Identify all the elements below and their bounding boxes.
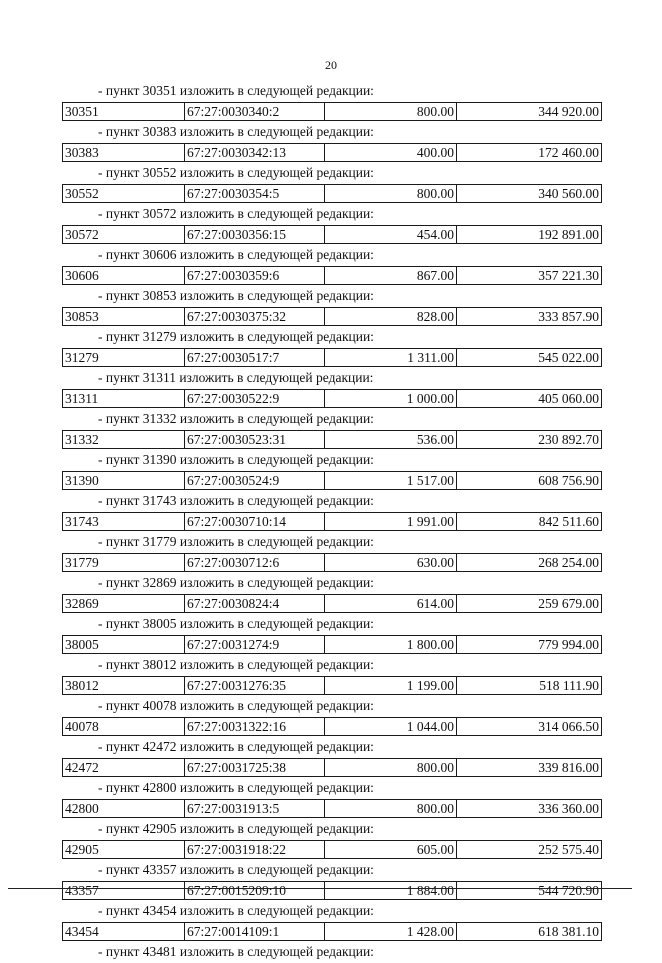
area-cell: 1 199.00	[325, 677, 457, 694]
table-row	[62, 512, 602, 531]
item-number-cell: 30606	[63, 267, 185, 284]
table-row	[62, 635, 602, 654]
cadastral-value-cell: 618 381.10	[538, 923, 599, 939]
cadastral-value-cell: 544 720.90	[538, 882, 599, 898]
amendment-instruction: - пункт 31779 изложить в следующей редакции:	[98, 534, 374, 549]
cadastral-value-cell: 545 022.00	[538, 349, 599, 365]
amendment-instruction: - пункт 31332 изложить в следующей редакции:	[98, 411, 374, 426]
area-cell: 1 428.00	[325, 923, 457, 940]
item-number-cell: 30853	[63, 308, 185, 325]
area-cell: 828.00	[325, 308, 457, 325]
table-row	[62, 922, 602, 941]
cadastral-number-cell: 67:27:0030354:5	[185, 185, 325, 202]
amendment-instruction: - пункт 43357 изложить в следующей редакции:	[98, 862, 374, 877]
area-cell: 614.00	[325, 595, 457, 612]
amendment-instruction: - пункт 31743 изложить в следующей редакции:	[98, 493, 374, 508]
cadastral-value-cell: 518 111.90	[539, 677, 599, 693]
item-number-cell: 43357	[63, 882, 185, 899]
cadastral-value-cell: 333 857.90	[538, 308, 599, 324]
table-row	[62, 430, 602, 449]
amendment-instruction: - пункт 30383 изложить в следующей редакции:	[98, 124, 374, 139]
cadastral-number-cell: 67:27:0014109:1	[185, 923, 325, 940]
cadastral-number-cell: 67:27:0030340:2	[185, 103, 325, 120]
cadastral-value-cell: 405 060.00	[538, 390, 599, 406]
item-number-cell: 30552	[63, 185, 185, 202]
table-row	[62, 184, 602, 203]
amendment-instruction: - пункт 31390 изложить в следующей редакции:	[98, 452, 374, 467]
amendment-list	[62, 81, 602, 963]
cadastral-number-cell: 67:27:0030342:13	[185, 144, 325, 161]
area-cell: 400.00	[325, 144, 457, 161]
table-row	[62, 881, 602, 900]
cadastral-value-cell: 192 891.00	[538, 226, 599, 242]
item-number-cell: 40078	[63, 718, 185, 735]
table-row	[62, 307, 602, 326]
item-number-cell: 31390	[63, 472, 185, 489]
area-cell: 800.00	[325, 185, 457, 202]
item-number-cell: 42800	[63, 800, 185, 817]
area-cell: 1 311.00	[325, 349, 457, 366]
table-row	[62, 717, 602, 736]
table-row	[62, 758, 602, 777]
amendment-instruction: - пункт 38012 изложить в следующей редакции:	[98, 657, 374, 672]
amendment-instruction: - пункт 40078 изложить в следующей редакции:	[98, 698, 374, 713]
cadastral-number-cell: 67:27:0031725:38	[185, 759, 325, 776]
amendment-instruction: - пункт 31279 изложить в следующей редакции:	[98, 329, 374, 344]
area-cell: 1 884.00	[325, 882, 457, 899]
cadastral-value-cell: 357 221.30	[538, 267, 599, 283]
item-number-cell: 38012	[63, 677, 185, 694]
area-cell: 605.00	[325, 841, 457, 858]
item-number-cell: 30572	[63, 226, 185, 243]
cadastral-value-cell: 259 679.00	[538, 595, 599, 611]
table-row	[62, 348, 602, 367]
cadastral-number-cell: 67:27:0030522:9	[185, 390, 325, 407]
bottom-divider	[8, 888, 632, 889]
item-number-cell: 38005	[63, 636, 185, 653]
amendment-instruction: - пункт 42800 изложить в следующей редакции:	[98, 780, 374, 795]
item-number-cell: 31779	[63, 554, 185, 571]
cadastral-number-cell: 67:27:0030356:15	[185, 226, 325, 243]
table-row	[62, 266, 602, 285]
item-number-cell: 30383	[63, 144, 185, 161]
cadastral-number-cell: 67:27:0031322:16	[185, 718, 325, 735]
cadastral-value-cell: 252 575.40	[538, 841, 599, 857]
cadastral-value-cell: 608 756.90	[538, 472, 599, 488]
area-cell: 454.00	[325, 226, 457, 243]
cadastral-number-cell: 67:27:0030524:9	[185, 472, 325, 489]
amendment-instruction: - пункт 38005 изложить в следующей редакции:	[98, 616, 374, 631]
table-row	[62, 471, 602, 490]
item-number-cell: 31279	[63, 349, 185, 366]
area-cell: 800.00	[325, 103, 457, 120]
cadastral-value-cell: 314 066.50	[538, 718, 599, 734]
amendment-instruction: - пункт 32869 изложить в следующей редакции:	[98, 575, 374, 590]
item-number-cell: 31743	[63, 513, 185, 530]
cadastral-number-cell: 67:27:0030824:4	[185, 595, 325, 612]
cadastral-number-cell: 67:27:0031276:35	[185, 677, 325, 694]
item-number-cell: 32869	[63, 595, 185, 612]
cadastral-number-cell: 67:27:0030523:31	[185, 431, 325, 448]
amendment-instruction: - пункт 43481 изложить в следующей редакции:	[98, 944, 374, 959]
cadastral-value-cell: 230 892.70	[538, 431, 599, 447]
item-number-cell: 42905	[63, 841, 185, 858]
table-row	[62, 102, 602, 121]
cadastral-value-cell: 268 254.00	[538, 554, 599, 570]
cadastral-number-cell: 67:27:0031913:5	[185, 800, 325, 817]
table-row	[62, 799, 602, 818]
area-cell: 1 991.00	[325, 513, 457, 530]
cadastral-number-cell: 67:27:0030359:6	[185, 267, 325, 284]
area-cell: 630.00	[325, 554, 457, 571]
area-cell: 800.00	[325, 800, 457, 817]
item-number-cell: 31311	[63, 390, 185, 407]
cadastral-value-cell: 336 360.00	[538, 800, 599, 816]
cadastral-value-cell: 172 460.00	[538, 144, 599, 160]
amendment-instruction: - пункт 43454 изложить в следующей редакции:	[98, 903, 374, 918]
table-row	[62, 143, 602, 162]
table-row	[62, 676, 602, 695]
amendment-instruction: - пункт 30552 изложить в следующей редакции:	[98, 165, 374, 180]
area-cell: 536.00	[325, 431, 457, 448]
area-cell: 800.00	[325, 759, 457, 776]
cadastral-number-cell: 67:27:0030710:14	[185, 513, 325, 530]
amendment-instruction: - пункт 42472 изложить в следующей редакции:	[98, 739, 374, 754]
item-number-cell: 31332	[63, 431, 185, 448]
item-number-cell: 43454	[63, 923, 185, 940]
area-cell: 867.00	[325, 267, 457, 284]
table-row	[62, 389, 602, 408]
cadastral-number-cell: 67:27:0031274:9	[185, 636, 325, 653]
page-number: 20	[325, 58, 337, 72]
amendment-instruction: - пункт 30572 изложить в следующей редакции:	[98, 206, 374, 221]
area-cell: 1 800.00	[325, 636, 457, 653]
cadastral-number-cell: 67:27:0030375:32	[185, 308, 325, 325]
item-number-cell: 30351	[63, 103, 185, 120]
amendment-instruction: - пункт 30606 изложить в следующей редакции:	[98, 247, 374, 262]
cadastral-value-cell: 340 560.00	[538, 185, 599, 201]
amendment-instruction: - пункт 42905 изложить в следующей редакции:	[98, 821, 374, 836]
table-row	[62, 594, 602, 613]
table-row	[62, 225, 602, 244]
cadastral-value-cell: 344 920.00	[538, 103, 599, 119]
cadastral-value-cell: 842 511.60	[538, 513, 599, 529]
cadastral-number-cell: 67:27:0030712:6	[185, 554, 325, 571]
area-cell: 1 000.00	[325, 390, 457, 407]
table-row	[62, 840, 602, 859]
amendment-instruction: - пункт 30853 изложить в следующей редакции:	[98, 288, 374, 303]
cadastral-number-cell: 67:27:0015209:10	[185, 882, 325, 899]
cadastral-number-cell: 67:27:0031918:22	[185, 841, 325, 858]
amendment-instruction: - пункт 31311 изложить в следующей редакции:	[98, 370, 374, 385]
table-row	[62, 553, 602, 572]
amendment-instruction: - пункт 30351 изложить в следующей редакции:	[98, 83, 374, 98]
cadastral-value-cell: 339 816.00	[538, 759, 599, 775]
cadastral-value-cell: 779 994.00	[538, 636, 599, 652]
area-cell: 1 517.00	[325, 472, 457, 489]
cadastral-number-cell: 67:27:0030517:7	[185, 349, 325, 366]
item-number-cell: 42472	[63, 759, 185, 776]
area-cell: 1 044.00	[325, 718, 457, 735]
